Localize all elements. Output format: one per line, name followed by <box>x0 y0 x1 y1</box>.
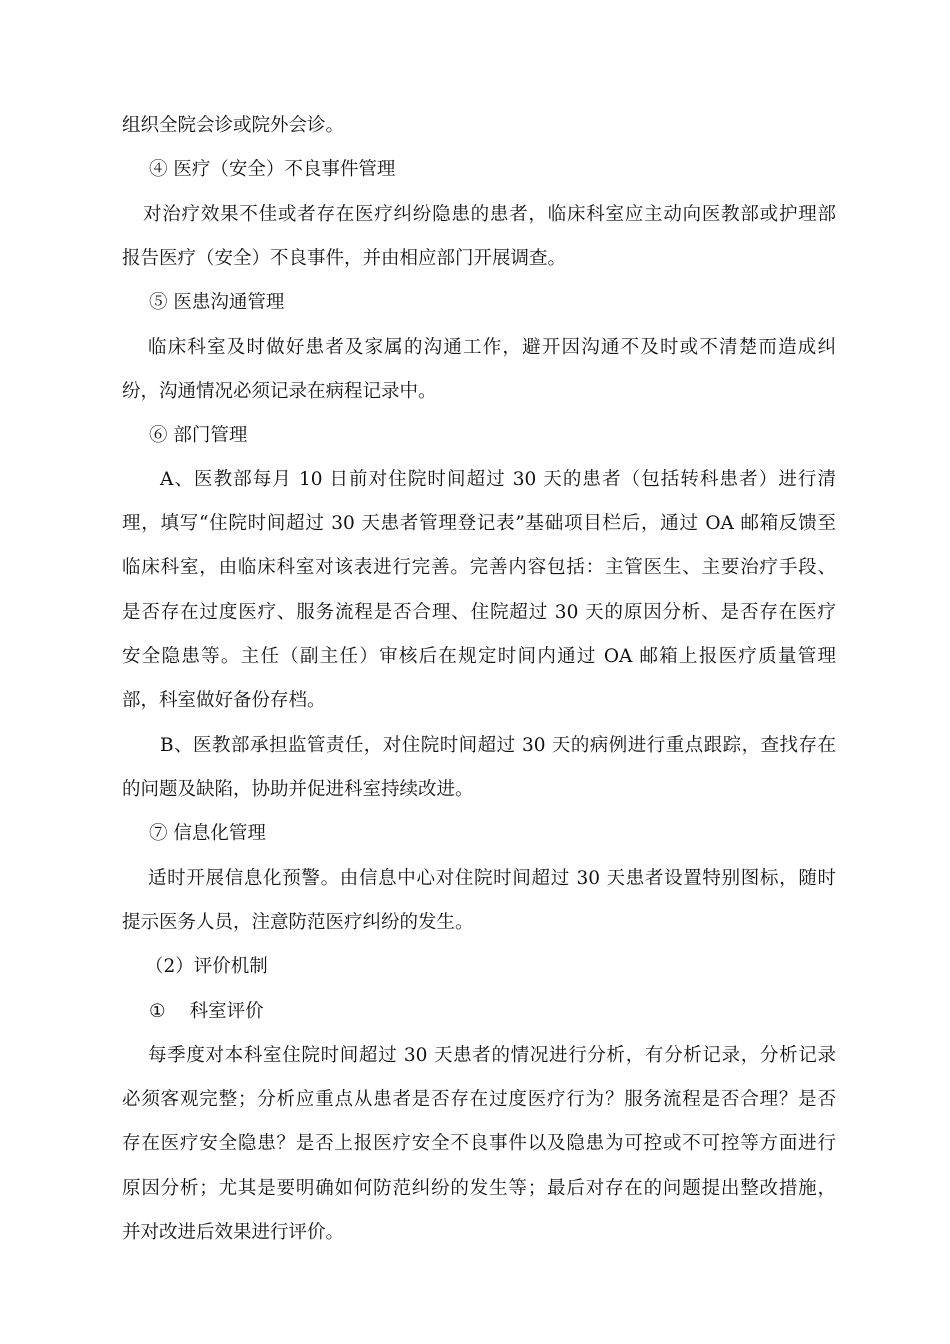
section-heading <box>149 1000 264 1024</box>
text-line: 提示医务人员，注意防范医疗纠纷的发生。 <box>122 912 474 933</box>
text-line: 必须客观完整；分析应重点从患者是否存在过度医疗行为？服务流程是否合理？是否 <box>122 1089 836 1110</box>
text-line: 纷，沟通情况必须记录在病程记录中。 <box>122 381 437 402</box>
text-line: 每季度对本科室住院时间超过 30 天患者的情况进行分析，有分析记录，分析记录 <box>148 1045 836 1066</box>
text-line: 存在医疗安全隐患？是否上报医疗安全不良事件以及隐患为可控或不可控等方面进行 <box>122 1133 836 1154</box>
text-line: B、医教部承担监管责任，对住院时间超过 30 天的病例进行重点跟踪，查找存在 <box>160 735 836 756</box>
heading-label: 科室评价 <box>189 1001 264 1022</box>
text-line: 部，科室做好备份存档。 <box>122 690 326 711</box>
text-line: 的问题及缺陷，协助并促进科室持续改进。 <box>122 779 474 800</box>
text-line: 理，填写“住院时间超过 30 天患者管理登记表”基础项目栏后，通过 OA 邮箱反馈至 <box>122 513 836 534</box>
heading-number: ① <box>149 1001 166 1022</box>
section-heading: ④ 医疗（安全）不良事件管理 <box>149 159 396 180</box>
text-line: 组织全院会诊或院外会诊。 <box>122 115 345 136</box>
text-line: 临床科室及时做好患者及家属的沟通工作，避开因沟通不及时或不清楚而造成纠 <box>148 337 836 358</box>
text-line: 安全隐患等。主任（副主任）审核后在规定时间内通过 OA 邮箱上报医疗质量管理 <box>122 646 836 667</box>
text-line: 适时开展信息化预警。由信息中心对住院时间超过 30 天患者设置特别图标，随时 <box>148 868 836 889</box>
section-heading: ⑦ 信息化管理 <box>149 823 266 844</box>
text-line: A、医教部每月 10 日前对住院时间超过 30 天的患者（包括转科患者）进行清 <box>160 469 836 490</box>
section-heading: （2）评价机制 <box>145 956 268 977</box>
text-line: 原因分析；尤其是要明确如何防范纠纷的发生等；最后对存在的问题提出整改措施， <box>122 1178 836 1199</box>
section-heading: ⑥ 部门管理 <box>149 425 248 446</box>
text-line: 是否存在过度医疗、服务流程是否合理、住院超过 30 天的原因分析、是否存在医疗 <box>122 602 836 623</box>
section-heading: ⑤ 医患沟通管理 <box>149 292 285 313</box>
text-line: 对治疗效果不佳或者存在医疗纠纷隐患的患者，临床科室应主动向医教部或护理部 <box>143 204 836 225</box>
text-line: 报告医疗（安全）不良事件，并由相应部门开展调查。 <box>122 248 567 269</box>
text-line: 临床科室，由临床科室对该表进行完善。完善内容包括：主管医生、主要治疗手段、 <box>122 557 836 578</box>
text-line: 并对改进后效果进行评价。 <box>122 1222 345 1243</box>
